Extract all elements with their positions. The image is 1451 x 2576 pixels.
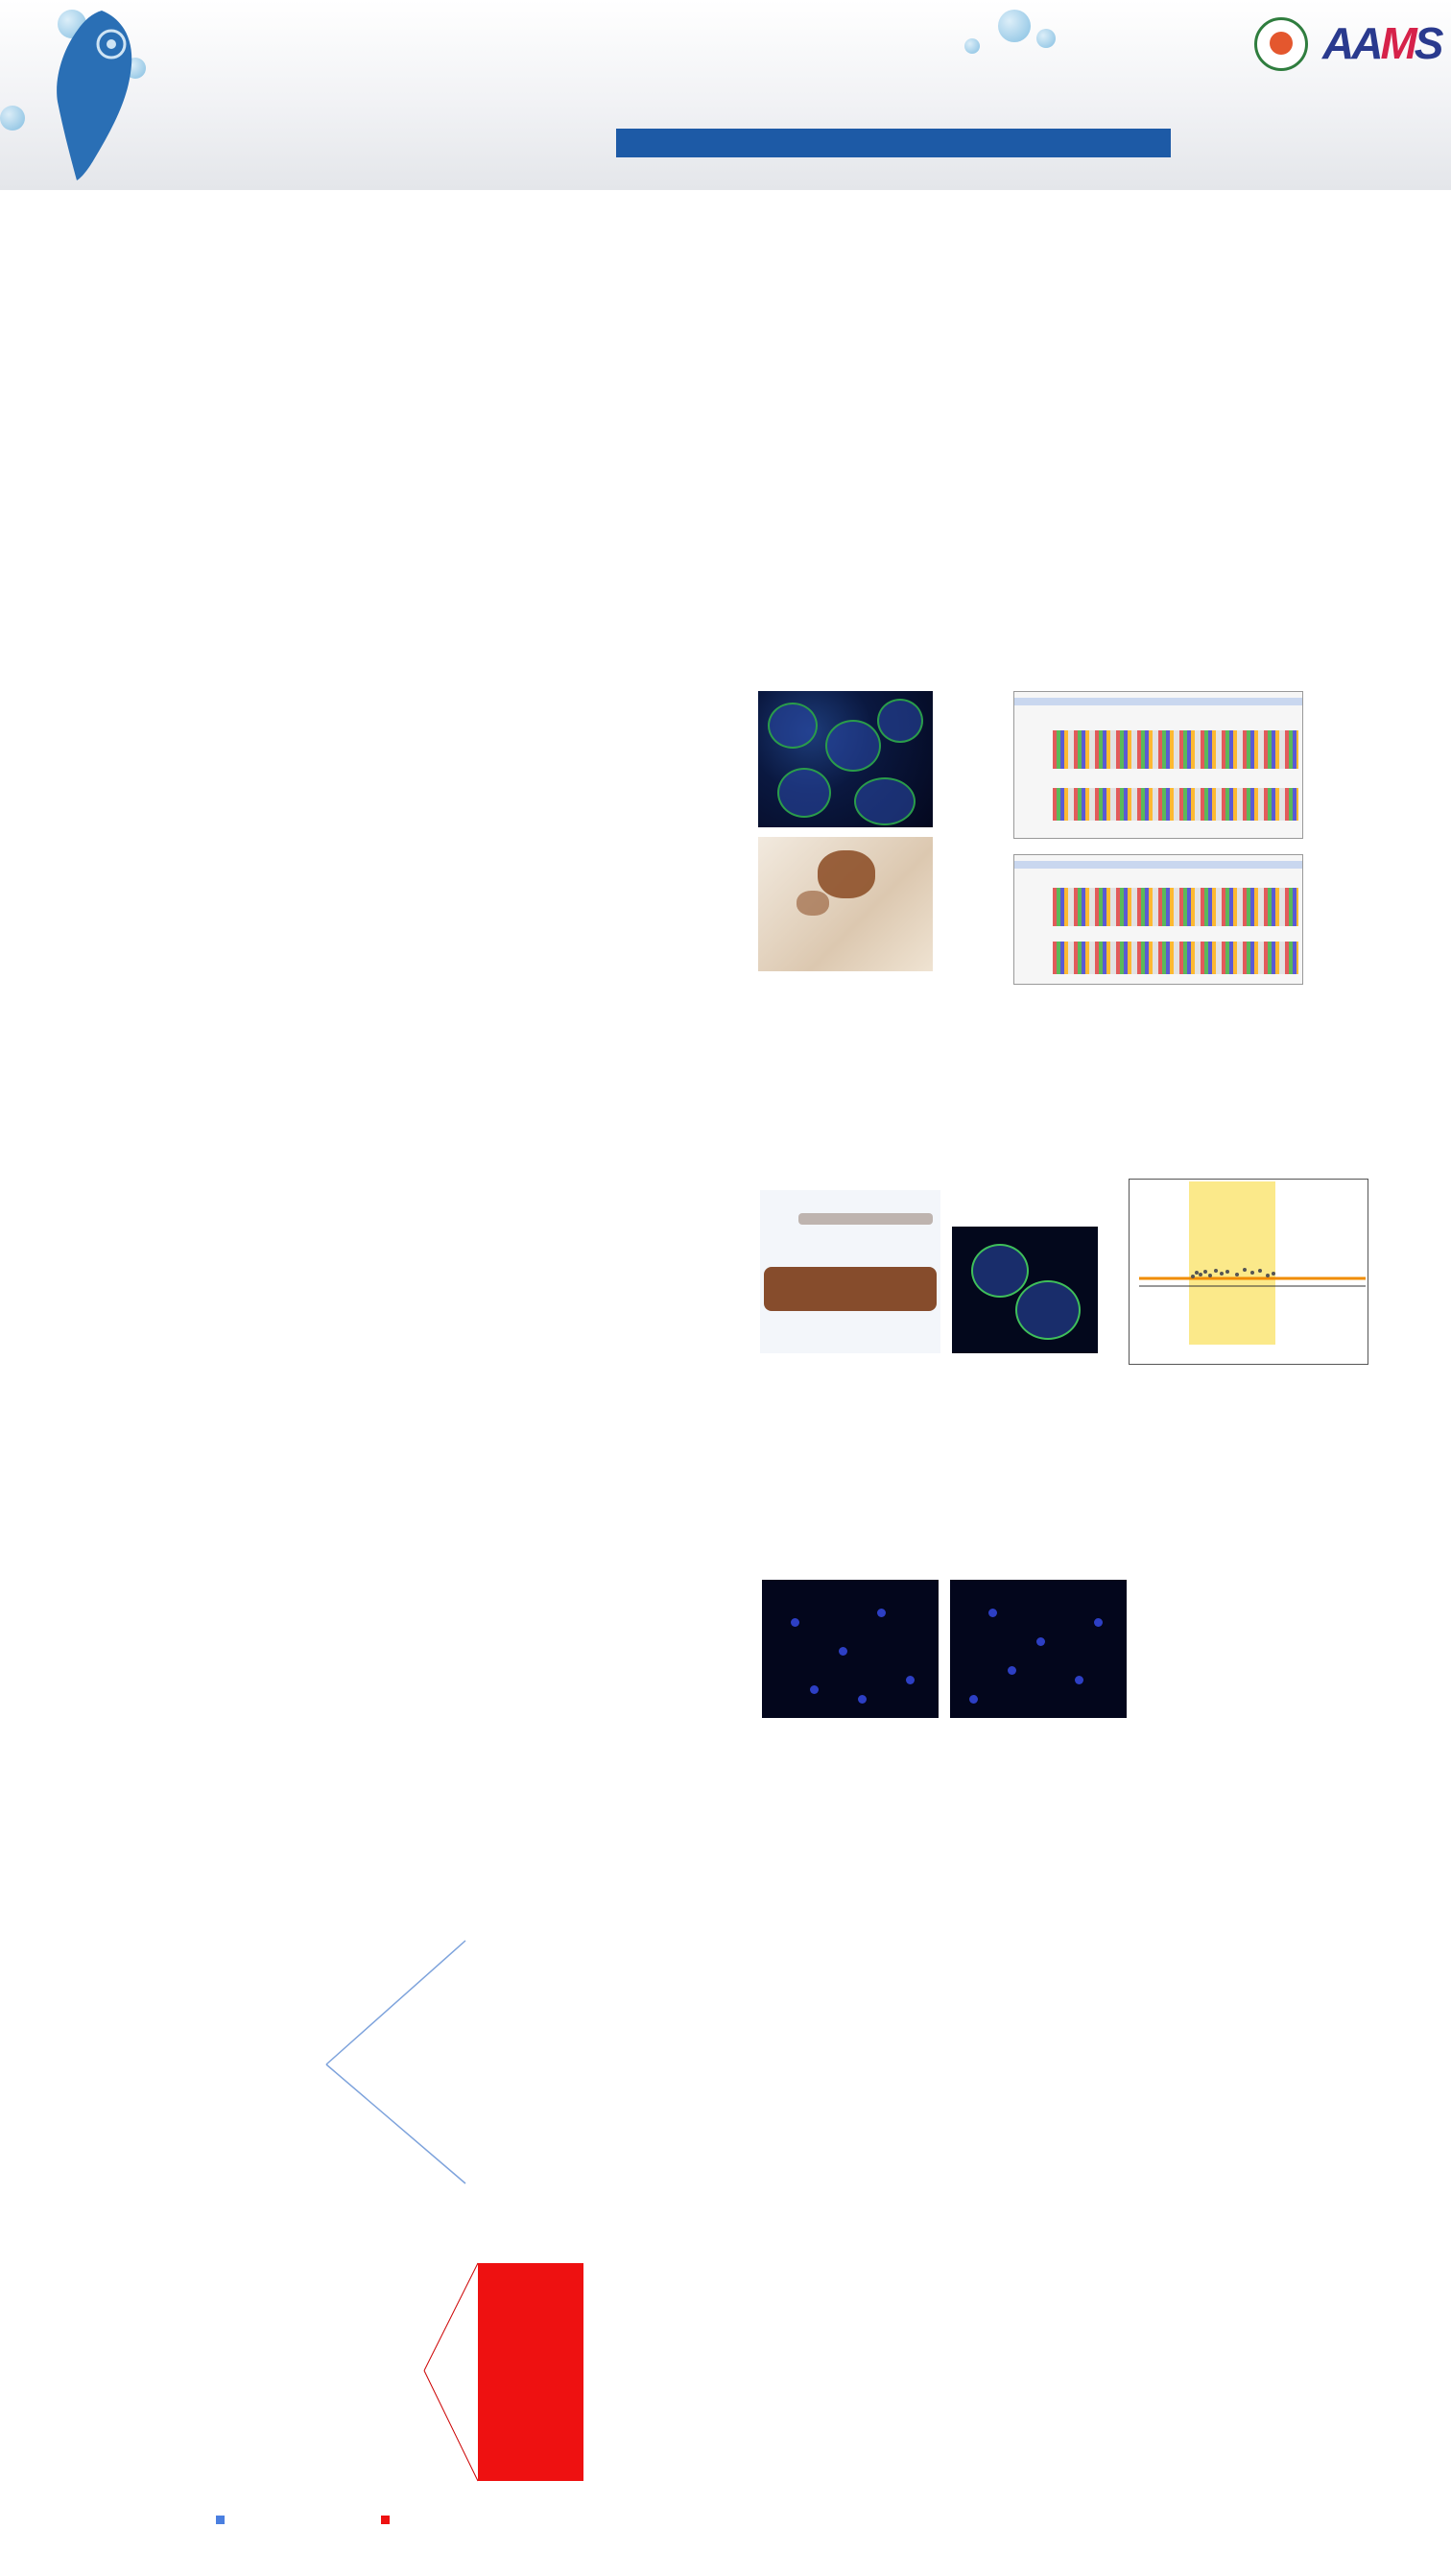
alk-ihc-image — [758, 837, 933, 971]
alk-igv-image-2 — [1013, 854, 1303, 985]
alk-fish-image — [758, 691, 933, 827]
subtype-chart — [58, 1905, 710, 2212]
legend-swatch-concordance — [216, 2516, 225, 2524]
met-ihc-image — [760, 1190, 940, 1353]
society-seal-logo — [1254, 17, 1308, 71]
concordance-chart — [173, 2251, 614, 2539]
conference-tagline — [616, 129, 1171, 157]
taiwan-map-icon — [35, 6, 150, 183]
connector-line — [424, 2263, 478, 2371]
highlight-region — [1189, 1181, 1275, 1345]
alk-igv-image-1 — [1013, 691, 1303, 839]
met-fish-image — [952, 1227, 1098, 1353]
ret-fish-image-2 — [950, 1580, 1127, 1718]
connector-line — [424, 2371, 478, 2481]
bubble-decoration — [964, 38, 980, 54]
aams-logo: AAMS — [1322, 18, 1441, 68]
connector-line — [326, 1941, 465, 2064]
legend-swatch-discordance — [381, 2516, 390, 2524]
ret-fish-image-1 — [762, 1580, 939, 1718]
conference-banner — [0, 0, 1451, 190]
bubble-decoration — [998, 10, 1031, 42]
met-cnv-plot — [1129, 1179, 1368, 1365]
bubble-decoration — [0, 106, 25, 131]
bubble-decoration — [1036, 29, 1056, 48]
discordance-breakdown-box — [478, 2263, 583, 2481]
connector-line — [326, 2064, 465, 2183]
